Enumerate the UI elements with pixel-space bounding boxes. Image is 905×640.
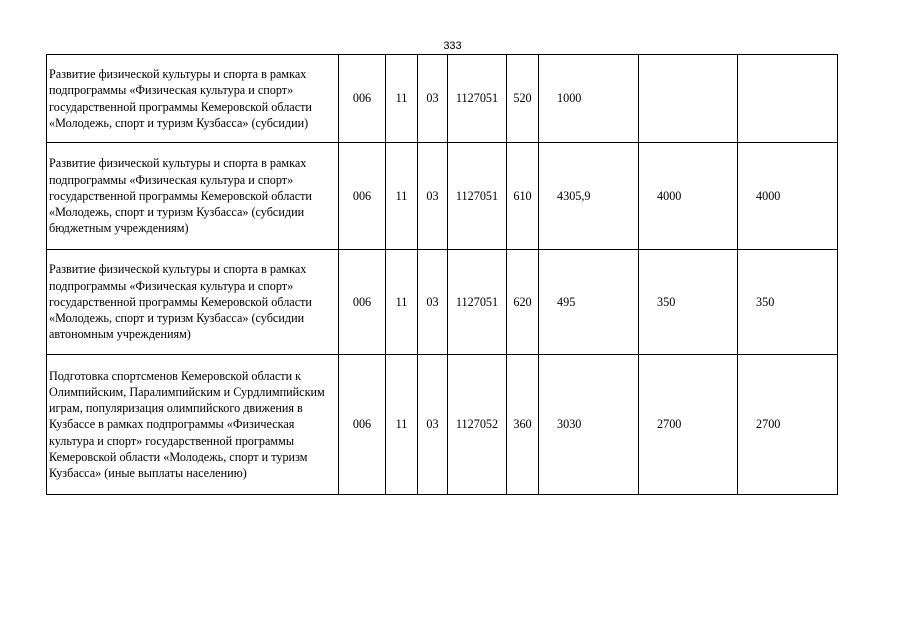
sum-1-cell: 1000 <box>539 55 639 143</box>
row-name-cell: Развитие физической культуры и спорта в рамках подпрограммы «Физическая культура и спорт» государственной программы Кемеровской области «Молодежь, спорт и туризм Кузбасса» (субсидии автономным учреждениям) <box>47 250 339 355</box>
sum-3-cell: 350 <box>738 250 838 355</box>
target-article-cell: 1127051 <box>448 143 507 250</box>
target-article-cell: 1127052 <box>448 355 507 495</box>
section-code-cell: 11 <box>386 250 418 355</box>
ministry-code-cell: 006 <box>339 250 386 355</box>
sum-2-cell: 4000 <box>639 143 738 250</box>
sum-3-cell: 4000 <box>738 143 838 250</box>
target-article-cell: 1127051 <box>448 250 507 355</box>
table-body <box>47 55 838 495</box>
sum-2-cell: 2700 <box>639 355 738 495</box>
ministry-code-cell: 006 <box>339 55 386 143</box>
row-name-cell: Развитие физической культуры и спорта в рамках подпрограммы «Физическая культура и спорт» государственной программы Кемеровской области «Молодежь, спорт и туризм Кузбасса» (субсидии бюджетным учреждениям) <box>47 143 339 250</box>
expense-type-cell: 610 <box>507 143 539 250</box>
sum-2-cell <box>639 55 738 143</box>
expense-type-cell: 360 <box>507 355 539 495</box>
sum-1-cell: 4305,9 <box>539 143 639 250</box>
section-code-cell: 11 <box>386 355 418 495</box>
section-code-cell: 11 <box>386 143 418 250</box>
table-row <box>47 355 838 495</box>
table-row <box>47 55 838 143</box>
sum-1-cell: 3030 <box>539 355 639 495</box>
ministry-code-cell: 006 <box>339 143 386 250</box>
sum-2-cell: 350 <box>639 250 738 355</box>
sum-3-cell <box>738 55 838 143</box>
sum-3-cell: 2700 <box>738 355 838 495</box>
row-name-cell: Развитие физической культуры и спорта в рамках подпрограммы «Физическая культура и спорт» государственной программы Кемеровской области «Молодежь, спорт и туризм Кузбасса» (субсидии) <box>47 55 339 143</box>
expense-type-cell: 520 <box>507 55 539 143</box>
table-row <box>47 250 838 355</box>
table-row <box>47 143 838 250</box>
subsection-code-cell: 03 <box>418 55 448 143</box>
ministry-code-cell: 006 <box>339 355 386 495</box>
target-article-cell: 1127051 <box>448 55 507 143</box>
section-code-cell: 11 <box>386 55 418 143</box>
subsection-code-cell: 03 <box>418 143 448 250</box>
page-number: 333 <box>443 40 462 52</box>
budget-table <box>46 54 838 495</box>
expense-type-cell: 620 <box>507 250 539 355</box>
subsection-code-cell: 03 <box>418 250 448 355</box>
sum-1-cell: 495 <box>539 250 639 355</box>
subsection-code-cell: 03 <box>418 355 448 495</box>
row-name-cell: Подготовка спортсменов Кемеровской области к Олимпийским, Паралимпийским и Сурдлимпийским играм, популяризация олимпийского движения в Кузбассе в рамках подпрограммы «Физическая культура и спорт» государственной программы Кемеровской области «Молодежь, спорт и туризм Кузбасса» (иные выплаты населению) <box>47 355 339 495</box>
